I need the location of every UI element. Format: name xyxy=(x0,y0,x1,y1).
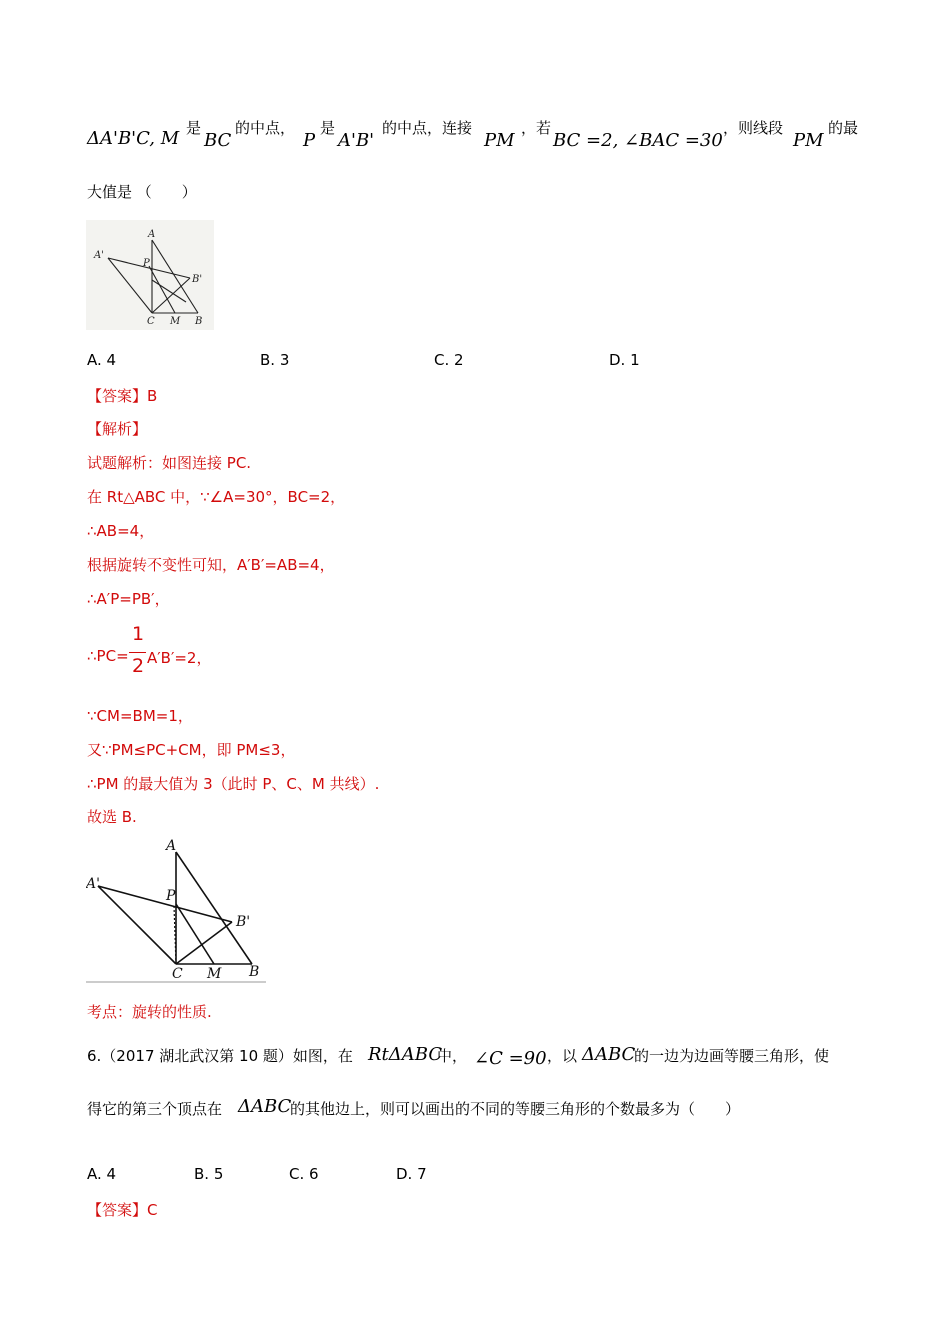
label-A: A xyxy=(166,838,177,854)
analysis-line: ∴PM 的最大值为 3（此时 P、C、M 共线）. xyxy=(87,775,380,793)
figure-rotation-small xyxy=(86,220,214,330)
analysis-pc-suffix: A′B′=2， xyxy=(147,649,212,667)
label-A: A xyxy=(148,229,156,240)
answer-label: 【答案】 xyxy=(87,387,148,405)
option-b: B. 3 xyxy=(260,351,290,369)
q6-text: 得它的第三个顶点在 xyxy=(87,1100,223,1118)
option-b: B. 5 xyxy=(194,1165,224,1183)
label-Bp: B' xyxy=(192,274,203,285)
option-a: A. 4 xyxy=(87,351,117,369)
answer-6 xyxy=(87,1199,158,1220)
math-p: P xyxy=(303,130,316,151)
analysis-label: 【解析】 xyxy=(87,420,148,438)
q6-text: 的一边为边画等腰三角形，使 xyxy=(634,1047,830,1065)
math-abc: ΔABC xyxy=(582,1044,636,1065)
label-Bp: B' xyxy=(236,914,251,930)
label-Ap: A' xyxy=(86,876,100,892)
analysis-line: 在 Rt△ABC 中，∵∠A=30°，BC=2， xyxy=(87,488,346,506)
math-angle-c: ∠C =90 xyxy=(474,1048,547,1069)
q6-text: ，以 xyxy=(547,1047,578,1065)
answer-5 xyxy=(87,385,157,406)
fraction-numerator: 1 xyxy=(132,623,145,645)
analysis-line: ∴A′P=PB′， xyxy=(87,590,170,608)
option-c: C. 6 xyxy=(289,1165,319,1183)
analysis-line: ∵CM=BM=1， xyxy=(87,707,193,725)
option-d: D. 7 xyxy=(396,1165,427,1183)
answer-value: C xyxy=(147,1201,158,1219)
analysis-line: 根据旋转不变性可知，A′B′=AB=4， xyxy=(87,556,335,574)
geometry-diagram xyxy=(86,220,214,330)
text: ，则线段 xyxy=(723,119,784,137)
text: ，若 xyxy=(521,119,552,137)
option-d: D. 1 xyxy=(609,351,640,369)
text: 的最 xyxy=(828,119,859,137)
math-pm: PM xyxy=(484,130,515,151)
figure-rotation-large xyxy=(86,838,266,984)
q6-text: 的其他边上，则可以画出的不同的等腰三角形的个数最多为（ ） xyxy=(290,1100,741,1118)
label-P: P xyxy=(143,258,150,269)
text: 是 xyxy=(320,119,336,137)
analysis-pc-prefix: ∴PC= xyxy=(87,647,129,665)
analysis-line: ∴AB=4， xyxy=(87,522,155,540)
label-B: B xyxy=(195,316,203,327)
label-M: M xyxy=(170,316,181,327)
analysis-line: 又∵PM≤PC+CM，即 PM≤3， xyxy=(87,741,296,759)
option-a: A. 4 xyxy=(87,1165,117,1183)
text: 的中点， xyxy=(235,119,296,137)
text: 是 xyxy=(186,119,202,137)
math-rt-abc: RtΔABC xyxy=(368,1044,443,1065)
label-C: C xyxy=(147,316,155,327)
math-bc-angle: BC =2, ∠BAC =30 xyxy=(553,130,723,151)
math-abc: ΔABC xyxy=(238,1096,292,1117)
analysis-line: 试题解析：如图连接 PC. xyxy=(87,454,252,472)
fraction-bar xyxy=(129,652,146,653)
label-C: C xyxy=(172,966,183,982)
label-B: B xyxy=(249,964,260,980)
kaodian: 考点：旋转的性质. xyxy=(87,1003,212,1021)
analysis-line: 故选 B. xyxy=(87,808,137,826)
question-line: 大值是 （ ） xyxy=(87,183,197,201)
answer-value: B xyxy=(147,387,158,405)
math-triangle-apbpc: ΔA'B'C, M xyxy=(87,128,180,149)
label-P: P xyxy=(166,888,176,904)
text: 的中点，连接 xyxy=(382,119,473,137)
math-bc: BC xyxy=(204,130,232,151)
fraction-denominator: 2 xyxy=(132,655,145,677)
option-c: C. 2 xyxy=(434,351,464,369)
q6-text: 6.（2017 湖北武汉第 10 题）如图，在 xyxy=(87,1047,353,1065)
label-M: M xyxy=(207,966,222,982)
geometry-diagram xyxy=(86,838,266,984)
q6-text: 中， xyxy=(437,1047,468,1065)
math-apbp: A'B' xyxy=(338,130,375,151)
label-Ap: A' xyxy=(94,250,104,261)
math-pm: PM xyxy=(793,130,824,151)
answer-label: 【答案】 xyxy=(87,1201,148,1219)
